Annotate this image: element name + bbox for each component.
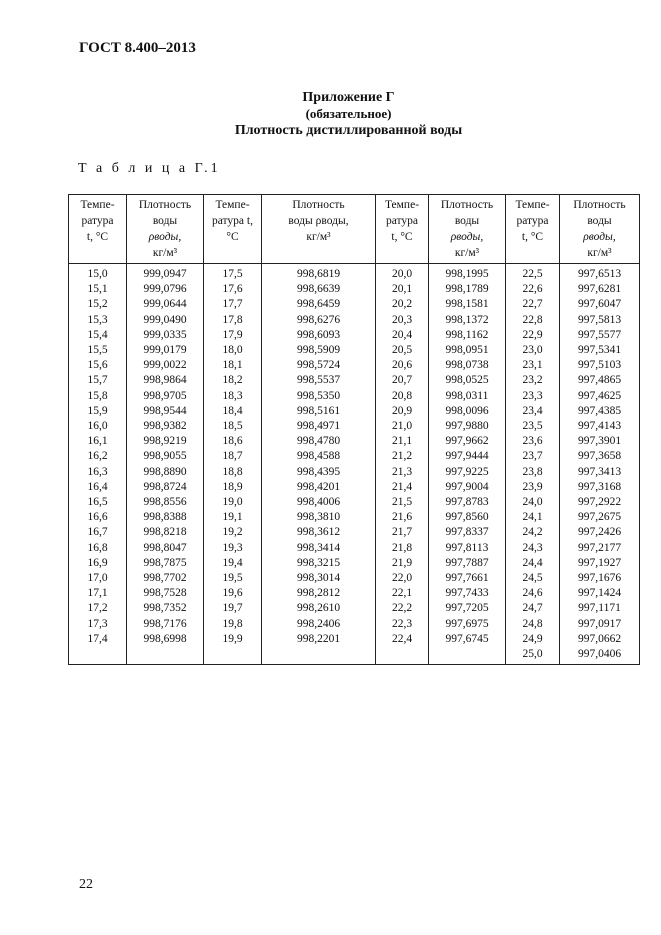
- table-row: [69, 617, 640, 632]
- header-temperature: Темпе- ратура t, °С: [69, 195, 127, 264]
- density-cell: 997,7661: [429, 571, 506, 586]
- temperature-cell: 17,8: [204, 313, 262, 328]
- header-density: Плотность воды ρводы, кг/м³: [429, 195, 506, 264]
- density-cell: 998,8218: [127, 525, 204, 540]
- temperature-cell: 17,4: [69, 632, 127, 647]
- temperature-cell: 16,6: [69, 510, 127, 525]
- density-cell: 997,8113: [429, 541, 506, 556]
- density-cell: 998,9382: [127, 419, 204, 434]
- header-temperature: Темпе- ратура t, °С: [204, 195, 262, 264]
- density-cell: 999,0179: [127, 343, 204, 358]
- temperature-cell: 17,9: [204, 328, 262, 343]
- table-row: [69, 556, 640, 571]
- density-cell: 998,9705: [127, 389, 204, 404]
- temperature-cell: 21,8: [376, 541, 429, 556]
- temperature-cell: 15,8: [69, 389, 127, 404]
- density-cell: 998,5537: [262, 373, 376, 388]
- temperature-cell: 16,7: [69, 525, 127, 540]
- temperature-cell: 18,9: [204, 480, 262, 495]
- density-cell: 997,6513: [560, 264, 640, 283]
- density-cell: 998,1581: [429, 297, 506, 312]
- density-cell: 998,0096: [429, 404, 506, 419]
- density-cell: 997,9880: [429, 419, 506, 434]
- density-cell: 998,6819: [262, 264, 376, 283]
- temperature-cell: 20,1: [376, 282, 429, 297]
- density-cell: 999,0644: [127, 297, 204, 312]
- density-cell: 998,8556: [127, 495, 204, 510]
- temperature-cell: 18,3: [204, 389, 262, 404]
- temperature-cell: 22,9: [506, 328, 560, 343]
- temperature-cell: 24,9: [506, 632, 560, 647]
- temperature-cell: 21,5: [376, 495, 429, 510]
- density-cell: 997,1424: [560, 586, 640, 601]
- table-row: [69, 586, 640, 601]
- density-cell: 997,3413: [560, 465, 640, 480]
- density-cell: 998,6998: [127, 632, 204, 647]
- table-row: [69, 495, 640, 510]
- density-cell: 998,6639: [262, 282, 376, 297]
- temperature-cell: 15,3: [69, 313, 127, 328]
- density-cell: 997,4865: [560, 373, 640, 388]
- density-cell: 998,8047: [127, 541, 204, 556]
- density-cell: 998,9544: [127, 404, 204, 419]
- temperature-cell: 21,3: [376, 465, 429, 480]
- density-cell: 997,5813: [560, 313, 640, 328]
- temperature-cell: 24,7: [506, 601, 560, 616]
- density-cell: 999,0022: [127, 358, 204, 373]
- density-cell: 997,2177: [560, 541, 640, 556]
- temperature-cell: 24,1: [506, 510, 560, 525]
- temperature-cell: 23,2: [506, 373, 560, 388]
- temperature-cell: 19,8: [204, 617, 262, 632]
- temperature-cell: 23,1: [506, 358, 560, 373]
- temperature-cell: 21,1: [376, 434, 429, 449]
- appendix-status: (обязательное): [305, 106, 392, 121]
- density-cell: 998,8724: [127, 480, 204, 495]
- header-temperature: Темпе- ратура t, °С: [376, 195, 429, 264]
- temperature-cell: 21,6: [376, 510, 429, 525]
- density-cell: 997,2675: [560, 510, 640, 525]
- temperature-cell: [204, 647, 262, 665]
- table-row: [69, 419, 640, 434]
- temperature-cell: 18,0: [204, 343, 262, 358]
- table-row: [69, 647, 640, 665]
- temperature-cell: 16,2: [69, 449, 127, 464]
- density-cell: 998,2406: [262, 617, 376, 632]
- temperature-cell: 15,6: [69, 358, 127, 373]
- density-cell: 998,4395: [262, 465, 376, 480]
- table-row: [69, 601, 640, 616]
- table-row: [69, 264, 640, 283]
- density-cell: 998,1162: [429, 328, 506, 343]
- temperature-cell: 23,9: [506, 480, 560, 495]
- table-row: [69, 571, 640, 586]
- density-cell: 997,6047: [560, 297, 640, 312]
- temperature-cell: 15,4: [69, 328, 127, 343]
- density-cell: 997,9662: [429, 434, 506, 449]
- density-cell: 998,3612: [262, 525, 376, 540]
- temperature-cell: 16,4: [69, 480, 127, 495]
- density-table: [68, 194, 640, 665]
- table-row: [69, 525, 640, 540]
- temperature-cell: 16,9: [69, 556, 127, 571]
- density-cell: 997,2426: [560, 525, 640, 540]
- density-cell: 998,0525: [429, 373, 506, 388]
- temperature-cell: 23,6: [506, 434, 560, 449]
- header-density: Плотность воды ρводы, кг/м³: [127, 195, 204, 264]
- density-cell: 998,4201: [262, 480, 376, 495]
- density-cell: 998,0951: [429, 343, 506, 358]
- density-cell: 997,6745: [429, 632, 506, 647]
- density-cell: 998,5724: [262, 358, 376, 373]
- density-cell: 997,7205: [429, 601, 506, 616]
- density-cell: 997,0662: [560, 632, 640, 647]
- temperature-cell: 22,5: [506, 264, 560, 283]
- table-row: [69, 389, 640, 404]
- table-header-row: [69, 195, 640, 264]
- temperature-cell: 21,7: [376, 525, 429, 540]
- density-cell: 998,0738: [429, 358, 506, 373]
- density-cell: 998,4780: [262, 434, 376, 449]
- density-cell: 997,1676: [560, 571, 640, 586]
- temperature-cell: 16,0: [69, 419, 127, 434]
- temperature-cell: 23,4: [506, 404, 560, 419]
- density-cell: 998,6276: [262, 313, 376, 328]
- density-cell: 998,5350: [262, 389, 376, 404]
- temperature-cell: 23,7: [506, 449, 560, 464]
- density-cell: 997,4143: [560, 419, 640, 434]
- density-cell: 997,8337: [429, 525, 506, 540]
- temperature-cell: 15,2: [69, 297, 127, 312]
- density-cell: 998,8388: [127, 510, 204, 525]
- density-cell: 997,5577: [560, 328, 640, 343]
- table-row: [69, 328, 640, 343]
- temperature-cell: 15,7: [69, 373, 127, 388]
- temperature-cell: 16,5: [69, 495, 127, 510]
- page-number: 22: [79, 877, 93, 892]
- density-cell: 997,9004: [429, 480, 506, 495]
- temperature-cell: 24,4: [506, 556, 560, 571]
- temperature-cell: [376, 647, 429, 665]
- header-temperature: Темпе- ратура t, °С: [506, 195, 560, 264]
- table-row: [69, 632, 640, 647]
- density-cell: 997,3168: [560, 480, 640, 495]
- temperature-cell: 20,2: [376, 297, 429, 312]
- temperature-cell: 21,4: [376, 480, 429, 495]
- density-cell: 998,4588: [262, 449, 376, 464]
- temperature-cell: 20,7: [376, 373, 429, 388]
- temperature-cell: 16,3: [69, 465, 127, 480]
- density-cell: 998,5909: [262, 343, 376, 358]
- temperature-cell: 24,8: [506, 617, 560, 632]
- density-cell: 998,5161: [262, 404, 376, 419]
- temperature-cell: 20,8: [376, 389, 429, 404]
- temperature-cell: 15,1: [69, 282, 127, 297]
- density-cell: 997,1171: [560, 601, 640, 616]
- temperature-cell: 20,6: [376, 358, 429, 373]
- header-density: Плотность воды ρводы, кг/м³: [262, 195, 376, 264]
- temperature-cell: 18,8: [204, 465, 262, 480]
- temperature-cell: 22,0: [376, 571, 429, 586]
- density-cell: 997,8783: [429, 495, 506, 510]
- temperature-cell: 24,6: [506, 586, 560, 601]
- temperature-cell: 19,4: [204, 556, 262, 571]
- table-row: [69, 541, 640, 556]
- table-row: [69, 358, 640, 373]
- density-cell: 997,4385: [560, 404, 640, 419]
- density-cell: 999,0335: [127, 328, 204, 343]
- temperature-cell: 23,0: [506, 343, 560, 358]
- temperature-cell: 19,7: [204, 601, 262, 616]
- temperature-cell: 16,8: [69, 541, 127, 556]
- table-row: [69, 465, 640, 480]
- density-cell: [262, 647, 376, 665]
- temperature-cell: 24,0: [506, 495, 560, 510]
- density-cell: 998,9864: [127, 373, 204, 388]
- density-cell: 998,7702: [127, 571, 204, 586]
- density-cell: 998,0311: [429, 389, 506, 404]
- table-row: [69, 434, 640, 449]
- temperature-cell: 18,2: [204, 373, 262, 388]
- density-cell: 998,2610: [262, 601, 376, 616]
- temperature-cell: 19,6: [204, 586, 262, 601]
- density-cell: 997,8560: [429, 510, 506, 525]
- density-cell: 998,6459: [262, 297, 376, 312]
- density-cell: 998,3014: [262, 571, 376, 586]
- temperature-cell: 22,4: [376, 632, 429, 647]
- appendix-subject: Плотность дистиллированной воды: [234, 123, 463, 138]
- table-row: [69, 282, 640, 297]
- document-code: ГОСТ 8.400–2013: [79, 40, 196, 56]
- temperature-cell: 22,1: [376, 586, 429, 601]
- table-row: [69, 510, 640, 525]
- temperature-cell: 22,8: [506, 313, 560, 328]
- density-cell: 997,4625: [560, 389, 640, 404]
- temperature-cell: 17,1: [69, 586, 127, 601]
- density-cell: 997,5341: [560, 343, 640, 358]
- density-cell: 999,0947: [127, 264, 204, 283]
- table-row: [69, 404, 640, 419]
- temperature-cell: 21,0: [376, 419, 429, 434]
- temperature-cell: 22,2: [376, 601, 429, 616]
- temperature-cell: 17,5: [204, 264, 262, 283]
- temperature-cell: 16,1: [69, 434, 127, 449]
- temperature-cell: [69, 647, 127, 665]
- temperature-cell: 20,5: [376, 343, 429, 358]
- temperature-cell: 19,1: [204, 510, 262, 525]
- density-cell: [429, 647, 506, 665]
- temperature-cell: 18,4: [204, 404, 262, 419]
- table-row: [69, 297, 640, 312]
- table-row: [69, 373, 640, 388]
- temperature-cell: 19,0: [204, 495, 262, 510]
- temperature-cell: 18,7: [204, 449, 262, 464]
- header-density: Плотность воды ρводы, кг/м³: [560, 195, 640, 264]
- density-cell: 997,3901: [560, 434, 640, 449]
- density-cell: 998,2812: [262, 586, 376, 601]
- temperature-cell: 20,3: [376, 313, 429, 328]
- temperature-cell: 22,6: [506, 282, 560, 297]
- temperature-cell: 23,3: [506, 389, 560, 404]
- temperature-cell: 15,5: [69, 343, 127, 358]
- table-row: [69, 343, 640, 358]
- density-cell: 998,6093: [262, 328, 376, 343]
- density-cell: 998,7875: [127, 556, 204, 571]
- temperature-cell: 19,5: [204, 571, 262, 586]
- temperature-cell: 23,5: [506, 419, 560, 434]
- temperature-cell: 22,7: [506, 297, 560, 312]
- density-cell: 997,9225: [429, 465, 506, 480]
- density-cell: 998,8890: [127, 465, 204, 480]
- temperature-cell: 17,2: [69, 601, 127, 616]
- temperature-cell: 19,9: [204, 632, 262, 647]
- density-cell: 997,2922: [560, 495, 640, 510]
- density-cell: 997,0917: [560, 617, 640, 632]
- density-cell: 997,7433: [429, 586, 506, 601]
- temperature-cell: 23,8: [506, 465, 560, 480]
- temperature-cell: 17,3: [69, 617, 127, 632]
- density-cell: 997,0406: [560, 647, 640, 665]
- temperature-cell: 18,1: [204, 358, 262, 373]
- temperature-cell: 18,5: [204, 419, 262, 434]
- temperature-cell: 24,5: [506, 571, 560, 586]
- temperature-cell: 20,4: [376, 328, 429, 343]
- temperature-cell: 17,6: [204, 282, 262, 297]
- temperature-cell: 15,9: [69, 404, 127, 419]
- temperature-cell: 24,2: [506, 525, 560, 540]
- density-cell: 998,7528: [127, 586, 204, 601]
- density-cell: 998,1789: [429, 282, 506, 297]
- temperature-cell: 17,7: [204, 297, 262, 312]
- density-cell: 998,1995: [429, 264, 506, 283]
- density-cell: 998,9219: [127, 434, 204, 449]
- temperature-cell: 22,3: [376, 617, 429, 632]
- temperature-cell: 20,9: [376, 404, 429, 419]
- table-row: [69, 313, 640, 328]
- density-cell: 998,1372: [429, 313, 506, 328]
- density-cell: 998,3414: [262, 541, 376, 556]
- density-cell: 998,9055: [127, 449, 204, 464]
- density-cell: 999,0796: [127, 282, 204, 297]
- table-caption: Т а б л и ц а Г.1: [78, 161, 221, 176]
- density-cell: 997,7887: [429, 556, 506, 571]
- appendix-title: Приложение Г: [302, 90, 395, 105]
- density-cell: 998,4971: [262, 419, 376, 434]
- temperature-cell: 18,6: [204, 434, 262, 449]
- temperature-cell: 20,0: [376, 264, 429, 283]
- density-cell: 998,4006: [262, 495, 376, 510]
- density-cell: 998,7176: [127, 617, 204, 632]
- density-cell: 999,0490: [127, 313, 204, 328]
- density-cell: 997,6975: [429, 617, 506, 632]
- temperature-cell: 15,0: [69, 264, 127, 283]
- density-cell: [127, 647, 204, 665]
- temperature-cell: 19,2: [204, 525, 262, 540]
- density-cell: 997,1927: [560, 556, 640, 571]
- density-cell: 998,2201: [262, 632, 376, 647]
- table-row: [69, 480, 640, 495]
- density-cell: 998,3215: [262, 556, 376, 571]
- density-cell: 998,7352: [127, 601, 204, 616]
- temperature-cell: 19,3: [204, 541, 262, 556]
- density-cell: 998,3810: [262, 510, 376, 525]
- temperature-cell: 25,0: [506, 647, 560, 665]
- density-cell: 997,9444: [429, 449, 506, 464]
- density-cell: 997,6281: [560, 282, 640, 297]
- temperature-cell: 21,2: [376, 449, 429, 464]
- table-row: [69, 449, 640, 464]
- density-cell: 997,3658: [560, 449, 640, 464]
- density-cell: 997,5103: [560, 358, 640, 373]
- temperature-cell: 24,3: [506, 541, 560, 556]
- temperature-cell: 21,9: [376, 556, 429, 571]
- temperature-cell: 17,0: [69, 571, 127, 586]
